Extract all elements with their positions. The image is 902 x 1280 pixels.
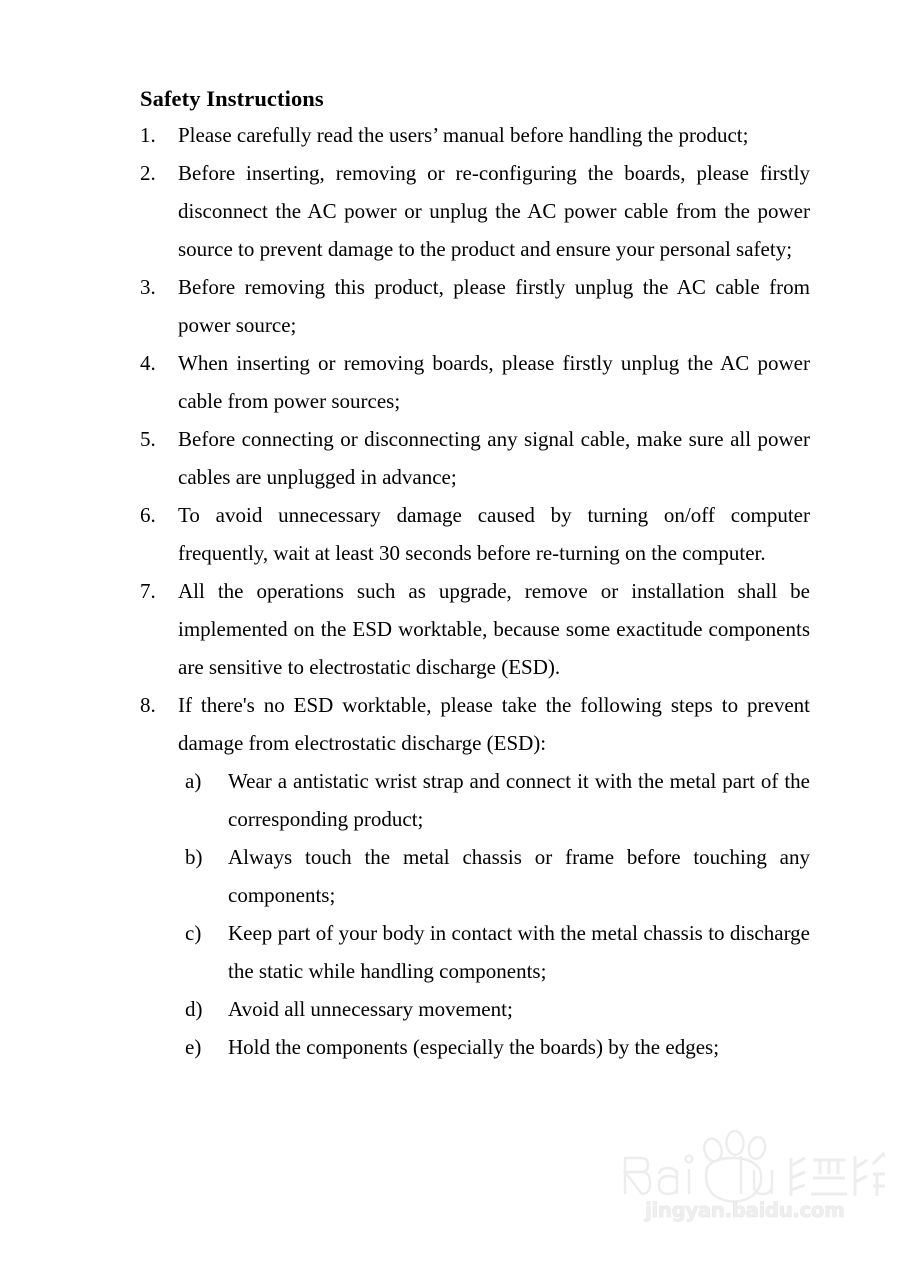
list-item-marker: 4.: [140, 351, 156, 375]
list-item-marker: 7.: [140, 579, 156, 603]
list-item-text: Please carefully read the users’ manual before handling the product;: [178, 123, 749, 147]
list-item: [185, 914, 810, 990]
list-item: [185, 838, 810, 914]
list-item-marker: 6.: [140, 503, 156, 527]
list-item: [185, 762, 810, 838]
list-item-text: Hold the components (especially the boards) by the edges;: [228, 1035, 720, 1059]
list-item-text: Before inserting, removing or re-configuring the boards, please firstly disconnect the AC power or unplug the AC power cable from the power source to prevent damage to the product and ensure your personal safety;: [178, 161, 810, 261]
list-item: [140, 686, 810, 762]
list-item-marker: 8.: [140, 693, 156, 717]
list-item-marker: 2.: [140, 161, 156, 185]
list-item-marker: 5.: [140, 427, 156, 451]
document-content: [140, 84, 810, 1066]
list-item: [140, 496, 810, 572]
list-item-text: To avoid unnecessary damage caused by turning on/off computer frequently, wait at least 30 seconds before re-turning on the computer.: [178, 503, 810, 565]
list-item: [140, 572, 810, 686]
list-item-marker: b): [185, 845, 203, 869]
list-item: [140, 116, 810, 154]
list-item: [185, 990, 810, 1028]
list-item-text: Before removing this product, please firstly unplug the AC cable from power source;: [178, 275, 810, 337]
list-item-text: If there's no ESD worktable, please take the following steps to prevent damage from electrostatic discharge (ESD):: [178, 693, 810, 755]
list-item: [140, 268, 810, 344]
baidu-watermark: [615, 1128, 885, 1243]
list-item-text: All the operations such as upgrade, remove or installation shall be implemented on the ESD worktable, because some exactitude components are sensitive to electrostatic discharge (ESD).: [178, 579, 810, 679]
list-item-marker: c): [185, 921, 202, 945]
list-item-text: Wear a antistatic wrist strap and connect it with the metal part of the corresponding product;: [228, 769, 810, 831]
list-item: [140, 154, 810, 268]
list-item-marker: 3.: [140, 275, 156, 299]
list-item-marker: a): [185, 769, 202, 793]
page-title: Safety Instructions: [140, 86, 324, 111]
list-item: [185, 1028, 810, 1066]
list-item: [140, 420, 810, 496]
list-item-text: Before connecting or disconnecting any signal cable, make sure all power cables are unplugged in advance;: [178, 427, 810, 489]
list-item-text: Always touch the metal chassis or frame before touching any components;: [228, 845, 810, 907]
esd-steps-list: [140, 762, 810, 1066]
list-item: [140, 344, 810, 420]
list-item-marker: d): [185, 997, 203, 1021]
watermark-url: jingyan.baidu.com: [645, 1198, 845, 1222]
list-item-text: Keep part of your body in contact with the metal chassis to discharge the static while handling components;: [228, 921, 810, 983]
baidu-logo-icon: [615, 1128, 885, 1206]
safety-instructions-list: [140, 116, 810, 762]
list-item-marker: 1.: [140, 123, 156, 147]
list-item-text: Avoid all unnecessary movement;: [228, 997, 513, 1021]
list-item-text: When inserting or removing boards, please firstly unplug the AC power cable from power sources;: [178, 351, 810, 413]
list-item-marker: e): [185, 1035, 202, 1059]
